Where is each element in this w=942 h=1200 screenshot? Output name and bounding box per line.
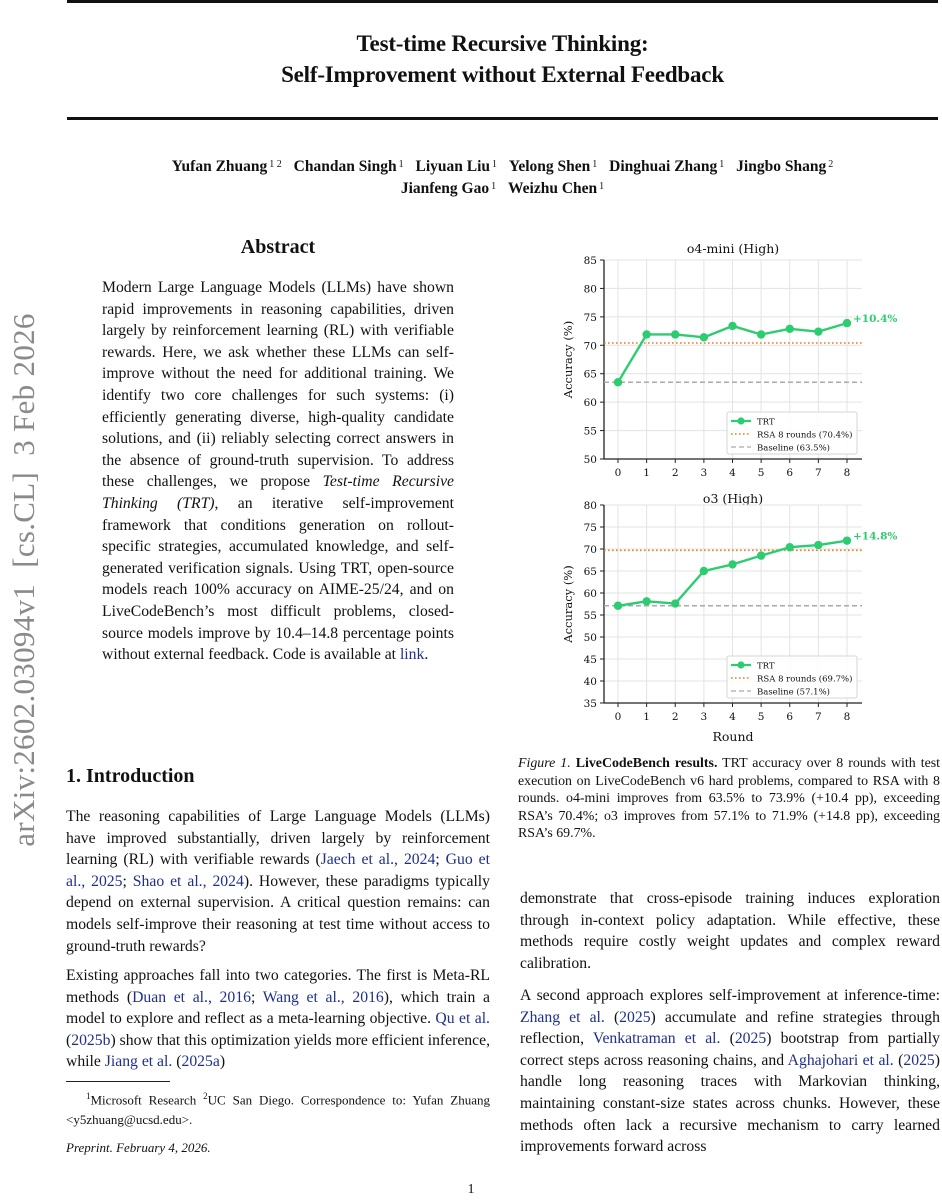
y-tick-label: 85 (583, 255, 597, 267)
citation-link[interactable]: Guo et al., 2025 (66, 851, 490, 890)
citation-link[interactable]: Zhang et al. (520, 1008, 605, 1026)
citation-link[interactable]: Qu et al. (435, 1010, 490, 1028)
y-tick-label: 65 (583, 566, 597, 578)
y-tick-label: 70 (583, 340, 597, 353)
abstract-body: Modern Large Language Models (LLMs) have shown rapid improvements in reasoning capabilities, driven largely by reinforcement learning (RL) with verifiable rewards. Here, we ask whether these LLMs can self-improve without the need for additional training. We identify two core challenges for such systems: (i) efficiently generating diverse, high-quality candidate solutions, and (ii) reliably selecting correct answers in the absence of ground-truth supervision. To address these challenges, we propose Test-time Recursive Thinking (TRT), an iterative self-improvement framework that conditions generation on rollout-specific strategies, accumulated knowledge, and self-generated verification signals. Using TRT, open-source models reach 100% accuracy on AIME-25/24, and on LiveCodeBench’s most difficult problems, closed-source models improve by 10.4–14.8 percentage points without external feedback. Code is available at link. (102, 279, 455, 664)
trt-data-point (642, 597, 650, 605)
x-tick-label: 6 (786, 467, 794, 476)
y-tick-label: 80 (583, 283, 597, 296)
paper-title (67, 28, 938, 90)
figure-label: Figure 1. (518, 756, 571, 771)
citation-year-link[interactable]: 2025 (619, 1008, 651, 1026)
x-tick-label: 8 (843, 711, 851, 723)
legend-label: RSA 8 rounds (70.4%) (757, 430, 853, 441)
x-axis-label: Round (712, 729, 754, 744)
legend-label: Baseline (57.1%) (757, 687, 830, 698)
x-tick-label: 2 (671, 711, 679, 723)
title-line-2: Self-Improvement without External Feedback (281, 62, 724, 87)
x-tick-label: 3 (700, 711, 708, 723)
abstract-heading: Abstract (240, 236, 316, 258)
method-name: Test-time Recursive Thinking (TRT) (102, 473, 454, 512)
author: Yelong Shen $^1$ (508, 158, 598, 175)
intro-paragraph-2: Existing approaches fall into two categories. The first is Meta-RL methods (Duan et al., 2016; Wang et al., 2016), which train a model to explore and reflect as a meta-learning objective. Qu et al. (2025b) show that this optimization yields more efficient inference, while Jiang et al. (2025a) (66, 967, 490, 1071)
citation-link[interactable]: Jiang et al. (104, 1053, 173, 1071)
trt-data-point (843, 536, 851, 544)
citation-link[interactable]: Aghajohari et al. (787, 1051, 894, 1069)
y-axis-label: Accuracy (%) (561, 565, 575, 643)
improvement-annotation: +14.8% (853, 530, 898, 543)
author: Jingbo Shang $^2$ (736, 158, 834, 175)
footnote-rule (66, 1081, 170, 1082)
figure-caption: Figure 1. LiveCodeBench results. TRT accuracy over 8 rounds with test execution on LiveCodeBench v6 hard problems, compared to RSA with 8 rounds. o4-mini improves from 63.5% to 73.9% (+10.4 pp), exceeding RSA’s 70.4%; o3 improves from 57.1% to 71.9% (+14.8 pp), exceeding RSA’s 69.7%. (518, 756, 940, 842)
chart-title: o3 (High) (702, 492, 764, 506)
title-line-1: Test-time Recursive Thinking: (356, 31, 649, 56)
citation-link[interactable]: Wang et al., 2016 (262, 988, 384, 1006)
trt-data-point (671, 599, 679, 607)
y-tick-label: 75 (583, 311, 597, 324)
citation-year-link[interactable]: 2025 (903, 1051, 935, 1069)
x-tick-label: 4 (729, 467, 736, 476)
figure-caption-title: LiveCodeBench results. (575, 756, 718, 771)
x-tick-label: 0 (614, 711, 622, 723)
citation-link[interactable]: Duan et al., 2016 (132, 988, 251, 1006)
x-tick-label: 3 (700, 467, 708, 476)
y-tick-label: 80 (583, 500, 597, 512)
x-tick-label: 8 (843, 467, 851, 476)
y-tick-label: 35 (583, 698, 597, 710)
author: Jianfeng Gao $^1$ (400, 180, 497, 197)
x-tick-label: 4 (729, 711, 736, 723)
intro-paragraph-2-continued: demonstrate that cross-episode training induces exploration through in-context policy adaptation. While effective, these methods require costly weight updates and complex reward calibration. (520, 890, 940, 972)
y-tick-label: 75 (583, 522, 597, 534)
top-rule (67, 0, 938, 3)
arxiv-stamp (4, 270, 44, 890)
x-tick-label: 6 (786, 711, 794, 723)
y-tick-label: 40 (583, 676, 597, 688)
x-tick-label: 1 (643, 711, 650, 723)
trt-data-point (843, 319, 851, 327)
x-tick-label: 5 (757, 711, 765, 723)
title-bottom-rule (67, 117, 938, 120)
trt-data-point (671, 330, 679, 338)
improvement-annotation: +10.4% (853, 313, 898, 326)
citation-year-link[interactable]: 2025b (71, 1031, 111, 1049)
legend-label: RSA 8 rounds (69.7%) (757, 674, 853, 685)
y-tick-label: 45 (583, 654, 597, 666)
trt-data-point (757, 330, 765, 338)
trt-data-point (642, 330, 650, 338)
x-tick-label: 7 (815, 711, 822, 723)
citation-link[interactable]: Venkatraman et al. (592, 1030, 721, 1048)
code-link[interactable]: link (399, 646, 425, 664)
y-tick-label: 50 (583, 454, 597, 466)
line-chart-o4-mini (540, 236, 920, 476)
legend-label: Baseline (63.5%) (757, 443, 830, 454)
y-tick-label: 60 (583, 588, 597, 600)
y-tick-label: 50 (583, 632, 597, 644)
y-tick-label: 65 (583, 368, 597, 381)
author: Yufan Zhuang $^{1 2}$ (171, 158, 282, 175)
y-axis-label: Accuracy (%) (561, 320, 575, 399)
author: Dinghuai Zhang $^1$ (609, 158, 725, 175)
trt-data-point (757, 551, 765, 559)
trt-data-point (614, 378, 622, 386)
trt-data-point (614, 602, 622, 610)
citation-year-link[interactable]: 2025a (181, 1053, 220, 1071)
x-tick-label: 1 (643, 467, 650, 476)
trt-data-point (728, 560, 736, 568)
intro-paragraph-1: The reasoning capabilities of Large Language Models (LLMs) have improved substantially, driven largely by reinforcement learning (RL) with verifiable rewards (Jaech et al., 2024; Guo et al., 2025; Shao et al., 2024). However, these paradigms typically depend on external supervision. A critical question remains: can models self-improve their reasoning at test time without access to ground-truth rewards? (66, 808, 490, 955)
x-tick-label: 5 (757, 467, 765, 476)
arxiv-stamp-text: arXiv:2602.03094v1 [cs.CL] 3 Feb 2026 (6, 313, 41, 847)
chart-title: o4-mini (High) (686, 241, 780, 256)
citation-link[interactable]: Jaech et al., 2024 (320, 851, 436, 869)
y-tick-label: 60 (583, 397, 597, 410)
author: Liyuan Liu $^1$ (415, 158, 498, 175)
chart-o4-mini (540, 236, 920, 481)
x-tick-label: 7 (815, 467, 822, 476)
x-tick-label: 2 (671, 467, 679, 476)
intro-paragraph-3: A second approach explores self-improvement at inference-time: Zhang et al. (2025) accumulate and refine strategies through reflection, Venkatraman et al. (2025) bootstrap from partially correct steps across reasoning chains, and Aghajohari et al. (2025) handle long reasoning traces with Markovian thinking, maintaining constant-size states across chunks. However, these methods often lack a recursive mechanism to carry learned improvements forward across (520, 987, 940, 1156)
author: Chandan Singh $^1$ (293, 158, 404, 175)
legend-label: TRT (757, 661, 775, 672)
preprint-date: Preprint. February 4, 2026. (66, 1140, 211, 1155)
trt-data-point (728, 322, 736, 330)
y-tick-label: 55 (583, 425, 597, 438)
author-list (67, 156, 938, 200)
author: Weizhu Chen $^1$ (508, 180, 605, 197)
y-tick-label: 55 (583, 610, 597, 622)
trt-data-point (700, 567, 708, 575)
trt-data-point (700, 333, 708, 341)
legend-label: TRT (757, 417, 775, 428)
trt-data-point (814, 327, 822, 335)
citation-year-link[interactable]: 2025 (734, 1030, 767, 1048)
x-tick-label: 0 (614, 467, 622, 476)
line-chart-o3 (540, 492, 920, 752)
trt-data-point (814, 541, 822, 549)
section-heading-introduction: 1. Introduction (66, 765, 195, 787)
trt-data-point (786, 543, 794, 551)
trt-data-point (786, 325, 794, 333)
y-tick-label: 70 (583, 544, 597, 556)
affiliation-footnote: $^1$Microsoft Research $^2$UC San Diego. Correspondence to: Yufan Zhuang <y5zhuang@ucsd.edu>. (66, 1091, 490, 1128)
chart-o3 (540, 492, 920, 757)
page-number: 1 (467, 1182, 475, 1197)
citation-link[interactable]: Shao et al., 2024 (132, 872, 244, 890)
